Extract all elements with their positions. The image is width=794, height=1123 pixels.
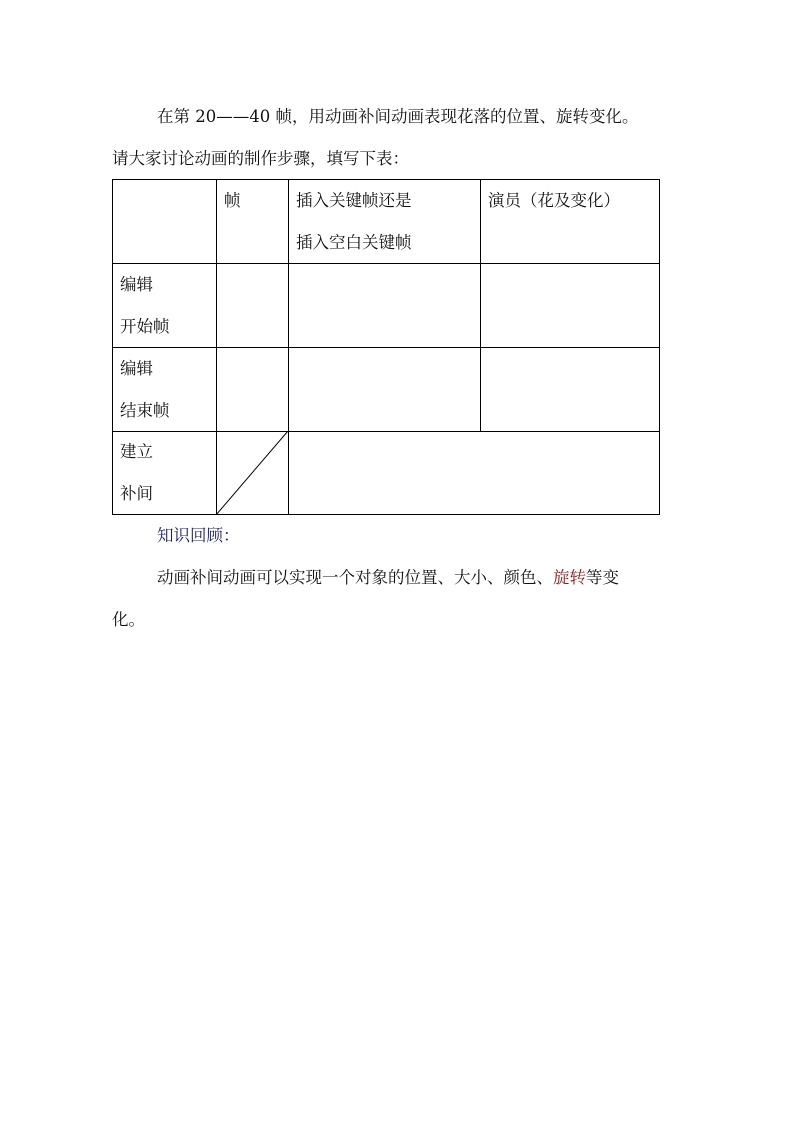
review-body-highlight: 旋转 — [553, 568, 586, 587]
intro-line-2: 请大家讨论动画的制作步骤，填写下表： — [112, 149, 409, 168]
header-frame: 帧 — [224, 191, 241, 210]
row-label-line1: 建立 — [120, 442, 153, 461]
header-insert-line1: 插入关键帧还是 — [296, 191, 412, 210]
row-label-line2: 开始帧 — [120, 317, 170, 336]
intro-line-1: 在第 20——40 帧，用动画补间动画表现花落的位置、旋转变化。 — [157, 107, 639, 126]
review-body-part2: 等变 — [586, 568, 619, 587]
steps-table — [112, 179, 660, 515]
row-label-line2: 补间 — [120, 484, 153, 503]
review-body-line2: 化。 — [112, 610, 145, 629]
diagonal-slash — [216, 431, 289, 515]
header-insert-line2: 插入空白关键帧 — [296, 233, 412, 252]
row-label-line1: 编辑 — [120, 359, 153, 378]
row-label-line1: 编辑 — [120, 275, 153, 294]
review-title: 知识回顾： — [157, 526, 240, 545]
row-label-line2: 结束帧 — [120, 401, 170, 420]
review-body-line1 — [157, 567, 619, 589]
review-body-part1: 动画补间动画可以实现一个对象的位置、大小、颜色、 — [157, 568, 553, 587]
header-actor: 演员（花及变化） — [488, 191, 620, 210]
